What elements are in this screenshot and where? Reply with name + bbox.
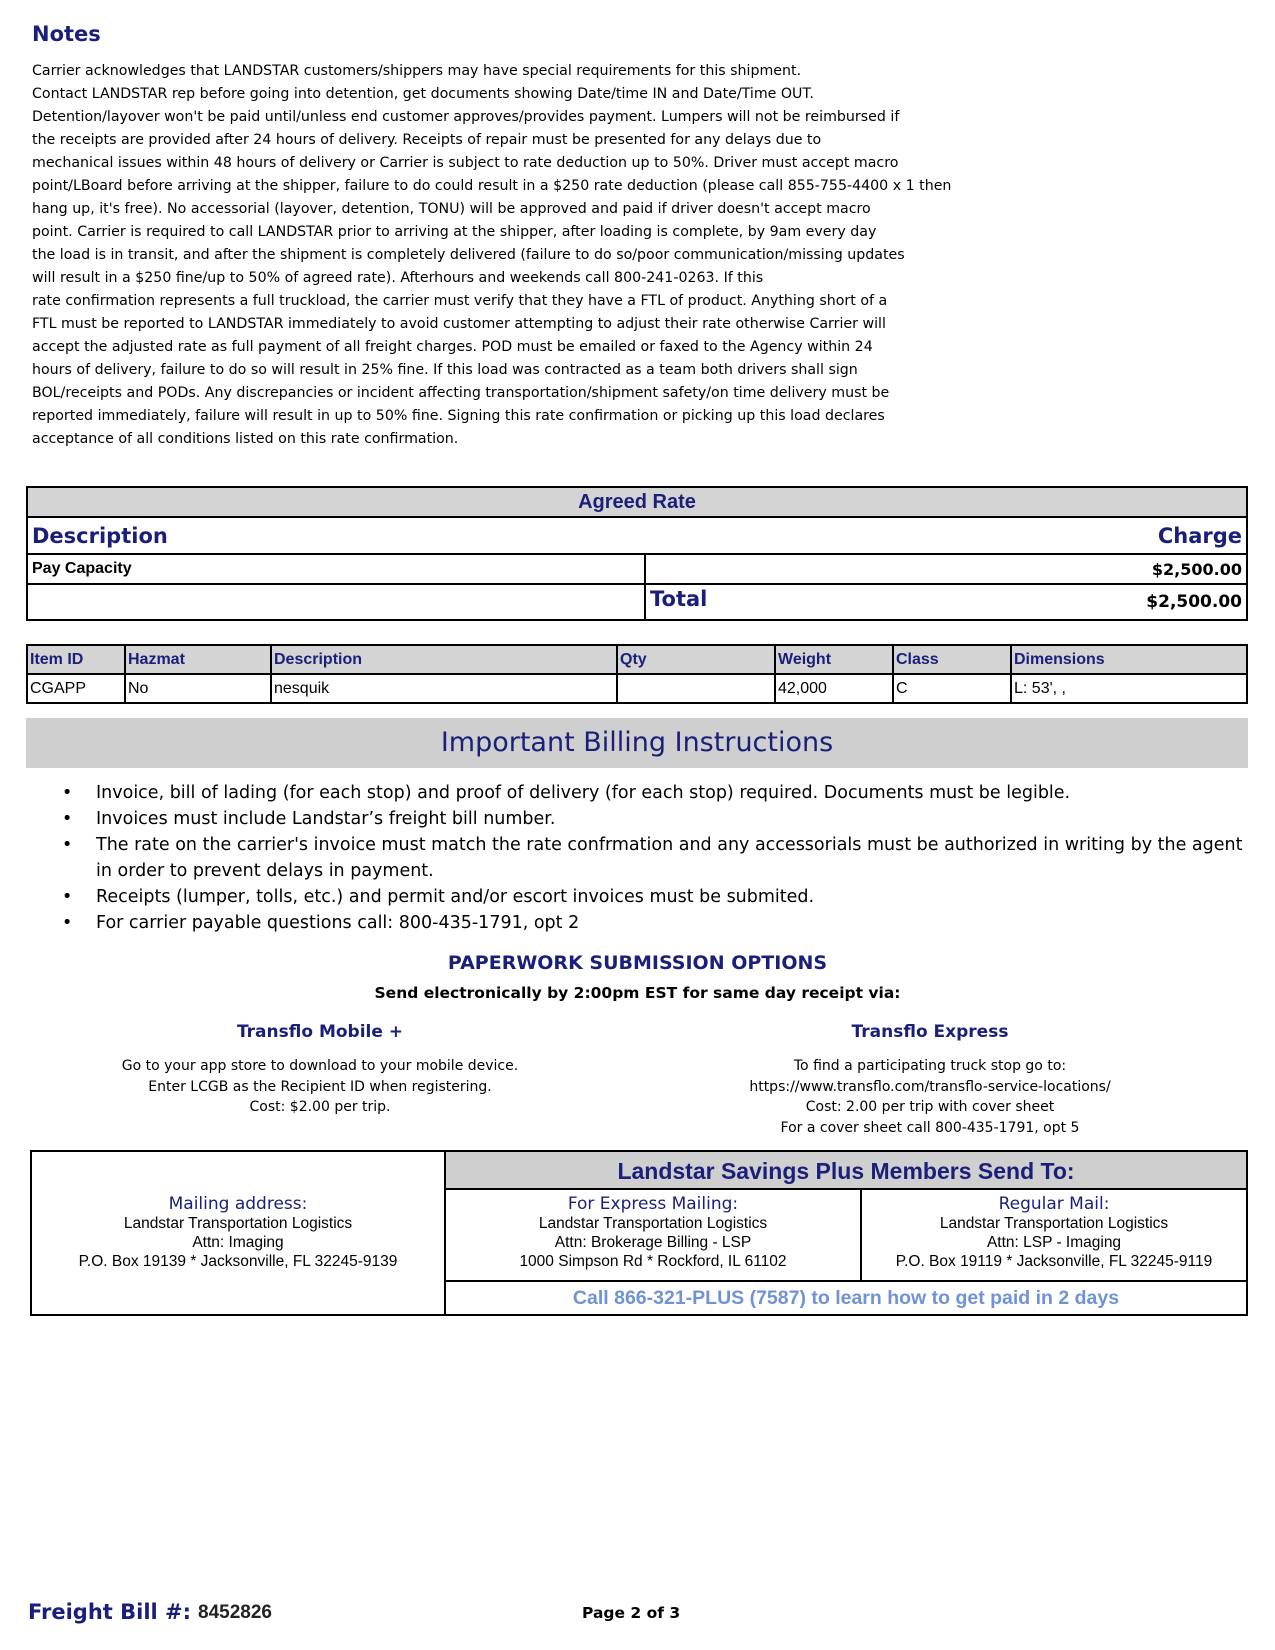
transflo-express-title: Transflo Express bbox=[851, 1022, 1009, 1042]
freight-bill-number: 8452826 bbox=[198, 1602, 272, 1623]
transflo-mobile-details bbox=[10, 1056, 630, 1118]
rate-total-row bbox=[27, 584, 1247, 620]
description-header: Description bbox=[27, 517, 645, 554]
regular-mail-line: Attn: LSP - Imaging bbox=[986, 1234, 1122, 1251]
mailing-address-title: Mailing address: bbox=[168, 1194, 308, 1214]
notes-title: Notes bbox=[32, 22, 101, 46]
transflo-mobile-title: Transflo Mobile + bbox=[236, 1022, 404, 1042]
agreed-rate-table bbox=[26, 486, 1248, 621]
notes-line: Detention/layover won't be paid until/unless end customer approves/provides payment. Lumpers will not be reimbursed if bbox=[32, 109, 900, 125]
list-item bbox=[58, 910, 1248, 936]
express-mailing-section bbox=[446, 1190, 862, 1282]
express-mailing-line: Landstar Transportation Logistics bbox=[538, 1215, 768, 1232]
list-item bbox=[58, 884, 1248, 910]
col-dimensions: Dimensions bbox=[1011, 645, 1247, 674]
description-cell: nesquik bbox=[271, 674, 617, 703]
list-item bbox=[58, 780, 1248, 806]
class-cell: C bbox=[893, 674, 1011, 703]
notes-line: hours of delivery, failure to do so will result in 25% fine. If this load was contracted as a team both drivers shall sign bbox=[32, 362, 858, 378]
express-mailing-line: 1000 Simpson Rd * Rockford, IL 61102 bbox=[519, 1253, 787, 1270]
mailing-address-line: Landstar Transportation Logistics bbox=[123, 1215, 353, 1232]
item-id-cell: CGAPP bbox=[27, 674, 125, 703]
notes-line: Contact LANDSTAR rep before going into detention, get documents showing Date/time IN and Date/Time OUT. bbox=[32, 86, 814, 102]
rate-line-description: Pay Capacity bbox=[27, 554, 645, 584]
total-label: Total bbox=[650, 587, 708, 611]
mailing-address-section bbox=[32, 1152, 446, 1314]
total-value: $2,500.00 bbox=[1146, 592, 1242, 612]
notes-line: accept the adjusted rate as full payment of all freight charges. POD must be emailed or faxed to the Agency within 24 bbox=[32, 339, 873, 355]
paperwork-title: PAPERWORK SUBMISSION OPTIONS bbox=[447, 952, 828, 974]
rate-total-cell bbox=[645, 584, 1247, 620]
bullet-icon: • bbox=[62, 809, 73, 829]
mailing-box bbox=[30, 1150, 1248, 1316]
savings-plus-call-text: Call 866-321-PLUS (7587) to learn how to get paid in 2 days bbox=[572, 1287, 1120, 1309]
notes-line: FTL must be reported to LANDSTAR immediately to avoid customer attempting to adjust their rate otherwise Carrier will bbox=[32, 316, 886, 332]
bullet-icon: • bbox=[62, 913, 73, 933]
list-item-text: Receipts (lumper, tolls, etc.) and permit and/or escort invoices must be submited. bbox=[96, 887, 815, 907]
regular-mail-title: Regular Mail: bbox=[998, 1194, 1110, 1214]
regular-mail-line: Landstar Transportation Logistics bbox=[939, 1215, 1169, 1232]
list-item-text: For carrier payable questions call: 800-435-1791, opt 2 bbox=[96, 913, 580, 933]
list-item bbox=[58, 832, 1248, 884]
savings-plus-title: Landstar Savings Plus Members Send To: bbox=[446, 1152, 1246, 1190]
bullet-icon: • bbox=[62, 835, 73, 855]
notes-line: the receipts are provided after 24 hours of delivery. Receipts of repair must be presented for any delays due to bbox=[32, 132, 822, 148]
mailing-address-line: P.O. Box 19139 * Jacksonville, FL 32245-9139 bbox=[78, 1253, 398, 1270]
transflo-mobile-line: Cost: $2.00 per trip. bbox=[249, 1099, 391, 1115]
transflo-mobile-line: Go to your app store to download to your mobile device. bbox=[121, 1058, 519, 1074]
col-weight: Weight bbox=[775, 645, 893, 674]
item-table-header bbox=[27, 645, 1247, 674]
billing-instructions-title: Important Billing Instructions bbox=[26, 718, 1248, 768]
hazmat-cell: No bbox=[125, 674, 271, 703]
col-item-id: Item ID bbox=[27, 645, 125, 674]
notes-line: point/LBoard before arriving at the shipper, failure to do could result in a $250 rate deduction (please call 855-755-4400 x 1 then bbox=[32, 178, 952, 194]
transflo-express-line: Cost: 2.00 per trip with cover sheet bbox=[805, 1099, 1055, 1115]
list-item bbox=[58, 806, 1248, 832]
notes-line: mechanical issues within 48 hours of delivery or Carrier is subject to rate deduction up to 50%. Driver must accept macro bbox=[32, 155, 899, 171]
col-description: Description bbox=[271, 645, 617, 674]
notes-line: BOL/receipts and PODs. Any discrepancies or incident affecting transportation/shipment safety/on time delivery must be bbox=[32, 385, 890, 401]
bullet-icon: • bbox=[62, 887, 73, 907]
regular-mail-line: P.O. Box 19119 * Jacksonville, FL 32245-9119 bbox=[895, 1253, 1213, 1270]
rate-line-charge: $2,500.00 bbox=[645, 554, 1247, 584]
table-row bbox=[27, 674, 1247, 703]
weight-cell: 42,000 bbox=[775, 674, 893, 703]
rate-line-row bbox=[27, 554, 1247, 584]
notes-line: Carrier acknowledges that LANDSTAR customers/shippers may have special requirements for this shipment. bbox=[32, 63, 802, 79]
express-mailing-title: For Express Mailing: bbox=[567, 1194, 739, 1214]
transflo-express-line: To find a participating truck stop go to: bbox=[793, 1058, 1067, 1074]
notes-line: point. Carrier is required to call LANDSTAR prior to arriving at the shipper, after loading is complete, by 9am every day bbox=[32, 224, 877, 240]
list-item-text: The rate on the carrier's invoice must match the rate confrmation and any accessorials must be authorized in writing by the agent in order to prevent delays in payment. bbox=[96, 835, 1243, 881]
notes-body bbox=[32, 60, 1032, 451]
col-hazmat: Hazmat bbox=[125, 645, 271, 674]
transflo-express-details bbox=[620, 1056, 1240, 1138]
notes-line: the load is in transit, and after the shipment is completely delivered (failure to do so/poor communication/missing updates bbox=[32, 247, 905, 263]
billing-instructions-list bbox=[58, 780, 1248, 936]
regular-mail-section bbox=[862, 1190, 1246, 1282]
notes-line: hang up, it's free). No accessorial (layover, detention, TONU) will be approved and paid if driver doesn't accept macro bbox=[32, 201, 871, 217]
freight-bill-label: Freight Bill #: bbox=[28, 1600, 192, 1624]
mailing-address-line: Attn: Imaging bbox=[192, 1234, 284, 1251]
rate-total-spacer bbox=[27, 584, 645, 620]
agreed-rate-title: Agreed Rate bbox=[27, 487, 1247, 517]
col-class: Class bbox=[893, 645, 1011, 674]
notes-line: reported immediately, failure will result in up to 50% fine. Signing this rate confirmation or picking up this load declares bbox=[32, 408, 885, 424]
item-table bbox=[26, 644, 1248, 704]
notes-line: will result in a $250 fine/up to 50% of agreed rate). Afterhours and weekends call 800-241-0263. If this bbox=[32, 270, 764, 286]
qty-cell bbox=[617, 674, 775, 703]
notes-line: acceptance of all conditions listed on this rate confirmation. bbox=[32, 431, 459, 447]
list-item-text: Invoices must include Landstar’s freight bill number. bbox=[96, 809, 556, 829]
notes-line: rate confirmation represents a full truckload, the carrier must verify that they have a FTL of product. Anything short of a bbox=[32, 293, 888, 309]
charge-header: Charge bbox=[645, 517, 1247, 554]
transflo-express-line: For a cover sheet call 800-435-1791, opt 5 bbox=[780, 1119, 1080, 1136]
list-item-text: Invoice, bill of lading (for each stop) and proof of delivery (for each stop) required. Documents must be legible. bbox=[96, 783, 1071, 803]
page-number: Page 2 of 3 bbox=[582, 1604, 681, 1622]
paperwork-subtitle: Send electronically by 2:00pm EST for same day receipt via: bbox=[374, 984, 901, 1002]
transflo-express-url[interactable]: https://www.transflo.com/transflo-service-locations/ bbox=[749, 1078, 1111, 1095]
transflo-mobile-line: Enter LCGB as the Recipient ID when registering. bbox=[148, 1078, 492, 1095]
express-mailing-line: Attn: Brokerage Billing - LSP bbox=[554, 1234, 752, 1251]
bullet-icon: • bbox=[62, 783, 73, 803]
col-qty: Qty bbox=[617, 645, 775, 674]
dimensions-cell: L: 53', , bbox=[1011, 674, 1247, 703]
